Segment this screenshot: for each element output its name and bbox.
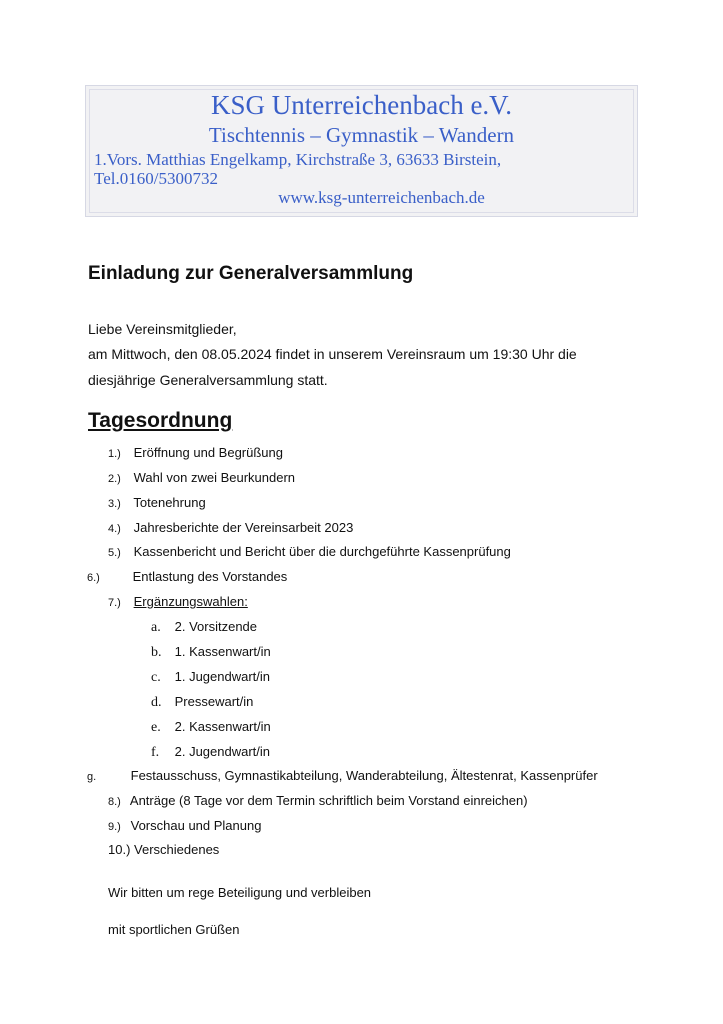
subitem-text: 2. Kassenwart/in — [174, 719, 271, 734]
item-text: Wahl von zwei Beurkundern — [133, 470, 296, 485]
closing-line-2: mit sportlichen Grüßen — [108, 922, 240, 937]
subitem-letter: e. — [151, 720, 161, 735]
item-number: 8.) — [108, 796, 121, 808]
phone-line: Tel.0160/5300732 — [94, 169, 218, 188]
agenda-subitem — [87, 768, 598, 783]
agenda-subitem — [151, 719, 271, 736]
agenda-item — [108, 520, 353, 535]
agenda-item — [108, 470, 295, 485]
closing-line-1: Wir bitten um rege Beteiligung und verbleiben — [108, 885, 372, 900]
subitem-letter: g. — [87, 771, 97, 783]
letterhead — [85, 85, 638, 217]
subitem-text: Pressewart/in — [174, 694, 254, 709]
item-number: 10.) — [108, 842, 131, 857]
greeting: Liebe Vereinsmitglieder, — [88, 321, 237, 337]
agenda-item — [108, 544, 511, 559]
item-text: Kassenbericht und Bericht über die durchgeführte Kassenprüfung — [133, 544, 511, 559]
item-number: 9.) — [108, 821, 121, 833]
agenda-subitem — [151, 694, 253, 711]
agenda-item — [108, 818, 261, 833]
subitem-letter: c. — [151, 670, 161, 685]
item-text: Jahresberichte der Vereinsarbeit 2023 — [133, 520, 354, 535]
item-number: 1.) — [108, 448, 121, 460]
item-number: 3.) — [108, 498, 121, 510]
website-link[interactable]: www.ksg-unterreichenbach.de — [278, 188, 485, 207]
subitem-text: 2. Jugendwart/in — [174, 744, 271, 759]
item-number: 6.) — [87, 572, 100, 584]
subitem-text: 1. Kassenwart/in — [174, 644, 271, 659]
agenda-item — [108, 842, 219, 857]
subitem-letter: d. — [151, 695, 162, 710]
item-text: Verschiedenes — [134, 842, 220, 857]
subitem-text: 1. Jugendwart/in — [174, 669, 271, 684]
item-number: 4.) — [108, 523, 121, 535]
agenda-item — [87, 569, 287, 584]
intro-line-2: diesjährige Generalversammlung statt. — [88, 372, 328, 388]
subitem-text: Festausschuss, Gymnastikabteilung, Wanderabteilung, Ältestenrat, Kassenprüfer — [130, 768, 598, 783]
item-number: 7.) — [108, 597, 121, 609]
agenda-subitem — [151, 644, 271, 661]
subitem-letter: f. — [151, 745, 160, 760]
item-text: Eröffnung und Begrüßung — [133, 445, 283, 460]
subitem-letter: a. — [151, 620, 161, 635]
agenda-item — [108, 594, 248, 609]
subitem-letter: b. — [151, 645, 162, 660]
item-number: 5.) — [108, 547, 121, 559]
item-text: Ergänzungswahlen: — [133, 594, 248, 609]
agenda-item — [108, 495, 206, 510]
address-line: 1.Vors. Matthias Engelkamp, Kirchstraße 3, 63633 Birstein, — [94, 150, 502, 169]
agenda-item — [108, 445, 283, 460]
agenda-item — [108, 793, 528, 808]
document-heading: Einladung zur Generalversammlung — [88, 263, 414, 284]
agenda-title: Tagesordnung — [88, 409, 233, 432]
club-departments: Tischtennis – Gymnastik – Wandern — [208, 123, 515, 147]
agenda-subitem — [151, 744, 270, 761]
club-name: KSG Unterreichenbach e.V. — [211, 90, 512, 120]
club-contact — [94, 150, 501, 188]
item-text: Anträge (8 Tage vor dem Termin schriftlich beim Vorstand einreichen) — [129, 793, 528, 808]
agenda-subitem — [151, 669, 270, 686]
item-number: 2.) — [108, 473, 121, 485]
agenda-subitem — [151, 619, 257, 636]
intro-line-1: am Mittwoch, den 08.05.2024 findet in unserem Vereinsraum um 19:30 Uhr die — [88, 346, 577, 362]
item-text: Entlastung des Vorstandes — [132, 569, 288, 584]
item-text: Totenehrung — [133, 495, 206, 510]
item-text: Vorschau und Planung — [130, 818, 262, 833]
subitem-text: 2. Vorsitzende — [174, 619, 258, 634]
